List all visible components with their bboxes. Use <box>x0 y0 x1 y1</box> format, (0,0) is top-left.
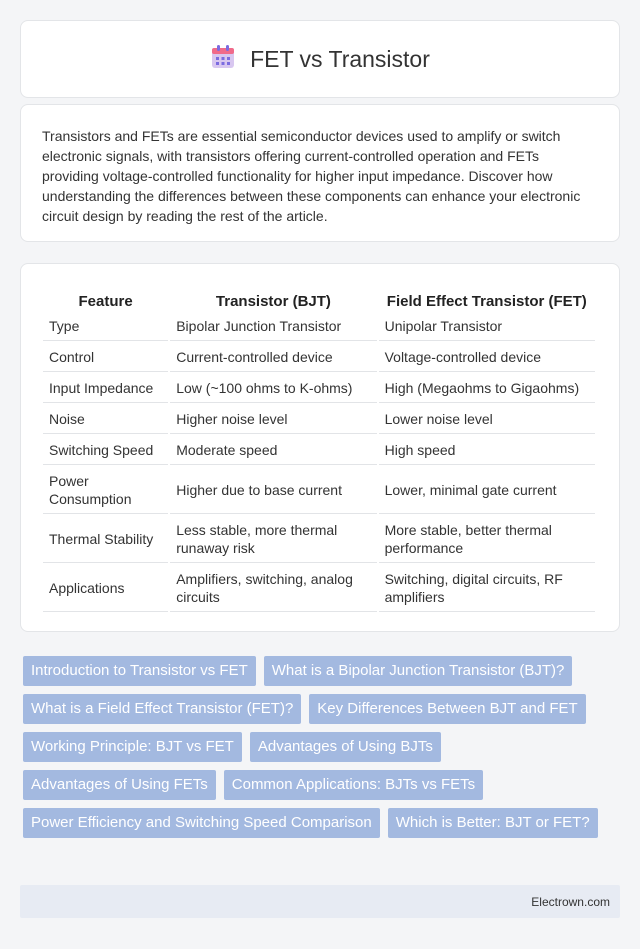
header-fet: Field Effect Transistor (FET) <box>386 293 587 310</box>
table-cell: Higher due to base current <box>170 467 376 514</box>
table-row <box>43 467 595 514</box>
intro-card <box>20 104 620 242</box>
table-row <box>43 374 595 403</box>
link-working-principle[interactable]: Working Principle: BJT vs FET <box>23 732 242 762</box>
table-cell: Type <box>43 312 168 341</box>
table-cell: Higher noise level <box>170 405 376 434</box>
table-cell: Lower noise level <box>379 405 595 434</box>
table-cell: High speed <box>379 436 595 465</box>
page-title: FET vs Transistor <box>250 45 430 72</box>
table-row <box>43 436 595 465</box>
table-row <box>43 343 595 372</box>
table-cell: Input Impedance <box>43 374 168 403</box>
link-common-applications[interactable]: Common Applications: BJTs vs FETs <box>224 770 483 800</box>
comparison-table-card <box>20 263 620 632</box>
table-row <box>43 516 595 563</box>
link-advantages-bjts[interactable]: Advantages of Using BJTs <box>250 732 441 762</box>
link-intro[interactable]: Introduction to Transistor vs FET <box>23 656 256 686</box>
table-cell: Applications <box>43 565 168 612</box>
table-header-row <box>43 290 595 310</box>
footer-site-name: Electrown.com <box>531 894 610 909</box>
table-cell: Thermal Stability <box>43 516 168 563</box>
table-cell: High (Megaohms to Gigaohms) <box>379 374 595 403</box>
table-cell: Control <box>43 343 168 372</box>
link-what-is-fet[interactable]: What is a Field Effect Transistor (FET)? <box>23 694 301 724</box>
table-cell: Bipolar Junction Transistor <box>170 312 376 341</box>
link-what-is-bjt[interactable]: What is a Bipolar Junction Transistor (BJT)? <box>264 656 573 686</box>
article-links <box>23 656 613 838</box>
link-power-efficiency[interactable]: Power Efficiency and Switching Speed Comparison <box>23 808 380 838</box>
comparison-table <box>41 288 597 614</box>
table-cell: Switching, digital circuits, RF amplifiers <box>379 565 595 612</box>
table-cell: Unipolar Transistor <box>379 312 595 341</box>
table-cell: Noise <box>43 405 168 434</box>
table-cell: Less stable, more thermal runaway risk <box>170 516 376 563</box>
intro-text: Transistors and FETs are essential semiconductor devices used to amplify or switch electronic signals, with transistors offering current-controlled operation and FETs providing voltage-controlled functionality for higher input impedance. Discover how understanding the differences between these components can enhance your electronic circuit design by reading the rest of the article. <box>42 128 581 224</box>
calendar-icon <box>210 44 236 75</box>
table-cell: Lower, minimal gate current <box>379 467 595 514</box>
table-row <box>43 565 595 612</box>
link-key-differences[interactable]: Key Differences Between BJT and FET <box>309 694 585 724</box>
table-cell: More stable, better thermal performance <box>379 516 595 563</box>
table-cell: Amplifiers, switching, analog circuits <box>170 565 376 612</box>
table-row <box>43 405 595 434</box>
link-which-is-better[interactable]: Which is Better: BJT or FET? <box>388 808 598 838</box>
link-advantages-fets[interactable]: Advantages of Using FETs <box>23 770 216 800</box>
header-bjt: Transistor (BJT) <box>215 293 331 310</box>
table-cell: Low (~100 ohms to K-ohms) <box>170 374 376 403</box>
header-card <box>20 20 620 98</box>
table-cell: Power Consumption <box>43 467 168 514</box>
table-cell: Switching Speed <box>43 436 168 465</box>
header-feature: Feature <box>78 293 133 310</box>
table-row <box>43 312 595 341</box>
table-cell: Voltage-controlled device <box>379 343 595 372</box>
table-cell: Moderate speed <box>170 436 376 465</box>
table-cell: Current-controlled device <box>170 343 376 372</box>
title-wrap <box>210 44 430 75</box>
footer <box>20 885 620 918</box>
